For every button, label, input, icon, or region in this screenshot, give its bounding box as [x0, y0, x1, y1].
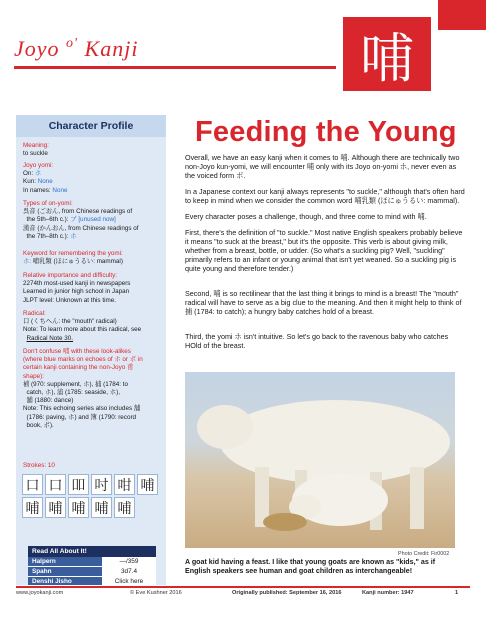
- header-rule: [14, 66, 336, 69]
- article-title: Feeding the Young: [195, 116, 457, 148]
- meaning-section: Meaning: to suckle: [23, 142, 49, 158]
- stroke-cell: 咁: [114, 474, 135, 495]
- stroke-cell: 口: [45, 474, 66, 495]
- stroke-cell: 哺: [114, 497, 135, 518]
- radical-note-link[interactable]: Radical Note 30.: [26, 334, 74, 342]
- photo-credit[interactable]: Photo Credit: Fir0002: [398, 551, 450, 557]
- corner-tab: [438, 0, 486, 30]
- paragraph-3: Every character poses a challenge, though, and three come to mind with 哺.: [185, 212, 427, 221]
- photo-caption: A goat kid having a feast. I like that young goats are known as "kids," as if English speakers see human and goat children as interchangeable!: [185, 558, 436, 575]
- paragraph-1: Overall, we have an easy kanji when it comes to 哺. Although there are technically two non-Joyo kun-yomi, we will encounter 哺 only with its Joyo on-yomi ホ, never even as the voiced form ボ.: [185, 153, 460, 181]
- read-all-about-it-title: Read All About It!: [28, 546, 156, 557]
- ref-row-spahn: Spahn 3d7.4: [28, 567, 156, 577]
- footer-copyright: © Eve Kushner 2016: [130, 590, 182, 596]
- stroke-order-grid: [22, 474, 160, 518]
- goat-illustration: [185, 372, 455, 548]
- paragraph-4: First, there's the definition of "to suckle." Most native English speakers probably believe it means "to suck at the breast," but it's the opposite. This verb is about giving milk, whether from a breast, bottle, or udder. (So what's a suckling pig? Well, "suckling" primarily refers to an infant or young animal that isn't yet weaned. So a suckling pig is quite young and therefore tender.): [185, 228, 463, 274]
- site-logo[interactable]: Joyo $^{o'}$ Kanji: [14, 36, 139, 61]
- paragraph-5: Second, 哺 is so rectilinear that the last thing it brings to mind is a breast! The "mouth" radical will have to serve as a big clue to the meaning. And then it might help to think of 捕 (1784: to catch); a hungry baby catches hold of a breast.: [185, 289, 462, 317]
- featured-kanji: 哺: [343, 17, 431, 91]
- stroke-cell: 哺: [137, 474, 158, 495]
- stroke-cell: 哺: [22, 497, 43, 518]
- profile-title: Character Profile: [16, 115, 166, 137]
- ref-row-denshi-jisho[interactable]: Denshi Jisho Click here: [28, 577, 156, 586]
- radical-section: Radical: 口 (くちへん: the "mouth" radical) Note: To learn more about this radical, see Radical Note 30.: [23, 310, 142, 342]
- goat-photo: [185, 372, 455, 548]
- stroke-cell: 吅: [68, 474, 89, 495]
- joyo-yomi-section: Joyo yomi: On: ホ Kun: None In names: None: [23, 162, 68, 194]
- stroke-cell: 吋: [91, 474, 112, 495]
- denshi-jisho-link[interactable]: Click here: [102, 577, 156, 585]
- importance-section: Relative importance and difficulty: 2274th most-used kanji in newspapers Learned in junior high school in Japan JLPT level: Unknown at this time.: [23, 272, 131, 304]
- paragraph-6: Third, the yomi ホ isn't intuitive. So let's go back to the ravenous baby who catches HOld of the breast.: [185, 332, 449, 351]
- onyomi-types-section: Types of on-yomi: 呉音 (ごおん, from Chinese readings of the 5th–6th c.): ブ [unused now] 漢音 (かんおん, from Chinese readings of the 7th–8th c.): ホ: [23, 200, 139, 240]
- footer-kanji-number: Kanji number: 1947: [362, 590, 414, 596]
- ref-row-halpern: Halpern —/359: [28, 557, 156, 567]
- stroke-cell: 哺: [45, 497, 66, 518]
- footer-rule: [16, 586, 470, 588]
- lookalikes-section: Don't confuse 哺 with these look-alikes (where blue marks on echoes of ホ or ボ in certain kanji containing the non-Joyo 甫 shape): 補 (970: supplement, ホ), 捕 (1784: to catch, ホ), 浦 (1785: seaside, ホ), 舗 (1880: dance) Note: This echoing series also includes 舗 (1786: paving, ホ) and 簿 (1790: record book, ボ).: [23, 348, 143, 429]
- page-number: 1: [455, 590, 459, 596]
- stroke-cell: 口: [22, 474, 43, 495]
- keyword-section: Keyword for remembering the yomi: ホ: 哺乳類 (ほにゅうるい: mammal): [23, 250, 123, 266]
- footer-published: Originally published: September 16, 2016: [232, 590, 342, 596]
- stroke-cell: 哺: [91, 497, 112, 518]
- strokes-label: Strokes: 10: [23, 462, 55, 469]
- footer-site[interactable]: www.joyokanji.com: [16, 590, 64, 596]
- paragraph-2: In a Japanese context our kanji always represents "to suckle," although that's often hard to keep in mind when we consider the common word 哺乳類 (ほにゅうるい: mammal).: [185, 187, 465, 206]
- stroke-cell: 哺: [68, 497, 89, 518]
